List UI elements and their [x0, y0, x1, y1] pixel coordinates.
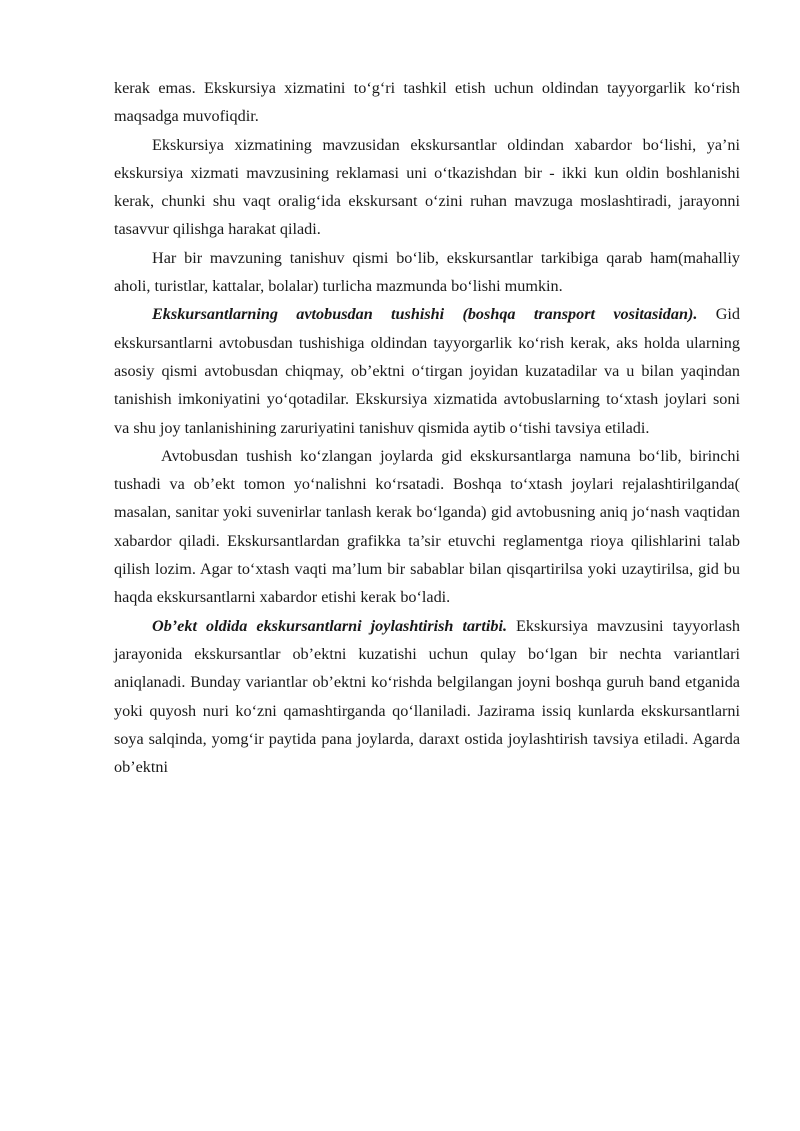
document-page — [114, 74, 740, 781]
paragraph-2 — [114, 131, 740, 244]
paragraph-4 — [114, 300, 740, 441]
paragraph-1 — [114, 74, 740, 131]
paragraph-1-text: kerak emas. Ekskursiya xizmatini to‘g‘ri tashkil etish uchun oldindan tayyorgarlik ko‘rish maqsadga muvofiqdir. — [114, 79, 740, 126]
paragraph-2-text: Ekskursiya xizmatining mavzusidan ekskursantlar oldindan xabardor bo‘lishi, ya’ni ekskursiya xizmati mavzusining reklamasi uni o‘tkazishdan bir - ikki kun oldin boshlanishi kerak, chunki shu vaqt oralig‘ida ekskursant o‘zini ruhan mavzuga moslashtiradi, jarayonni tasavvur qilishga harakat qiladi. — [114, 135, 740, 239]
paragraph-6-heading: Ob’ekt oldida ekskursantlarni joylashtirish tartibi. — [152, 616, 507, 635]
paragraph-5 — [114, 442, 740, 612]
paragraph-4-text: Gid ekskursantlarni avtobusdan tushishiga oldindan tayyorgarlik ko‘rish kerak, aks holda ularning asosiy qismi avtobusdan chiqmay, ob’ektni o‘tirgan joyidan kuzatadilar va u bilan yaqindan tanishish imkoniyatini yo‘qotadilar. Ekskursiya xizmatida avtobuslarning to‘xtash joylari soni va shu joy tanlanishining zaruriyatini tanishuv qismida aytib o‘tishi tavsiya etiladi. — [114, 305, 741, 437]
paragraph-5-text: Avtobusdan tushish ko‘zlangan joylarda gid ekskursantlarga namuna bo‘lib, birinchi tushadi va ob’ekt tomon yo‘nalishni ko‘rsatadi. Boshqa to‘xtash joylari rejalashtirilganda( masalan, sanitar yoki suvenirlar tanlash kerak bo‘lganda) gid avtobusning aniq jo‘nash vaqtidan xabardor qiladi. Ekskursantlardan grafikka ta’sir etuvchi reglamentga rioya qilishlarini talab qilish lozim. Agar to‘xtash vaqti ma’lum bir sabablar bilan qisqartirilsa yoki uzaytirilsa, gid bu haqda ekskursantlarni xabardor etishi kerak bo‘ladi. — [114, 446, 740, 607]
paragraph-6 — [114, 612, 740, 782]
paragraph-3-text: Har bir mavzuning tanishuv qismi bo‘lib, ekskursantlar tarkibiga qarab ham(mahalliy aholi, turistlar, kattalar, bolalar) turlicha mazmunda bo‘lishi mumkin. — [114, 248, 740, 296]
paragraph-4-heading: Ekskursantlarning avtobusdan tushishi (boshqa transport vositasidan). — [152, 305, 698, 324]
paragraph-6-text: Ekskursiya mavzusini tayyorlash jarayonida ekskursantlar ob’ektni kuzatishi uchun qulay bo‘lgan bir nechta variantlari aniqlanadi. Bunday variantlar ob’ektni ko‘rishda belgilangan joyni boshqa guruh band etganida yoki quyosh nuri ko‘zni qamashtirganda qo‘llaniladi. Jazirama issiq kunlarda ekskursantlarni soya salqinda, yomg‘ir paytida pana joylarda, daraxt ostida joylashtirish tavsiya etiladi. Agarda ob’ektni — [114, 616, 740, 777]
paragraph-3 — [114, 244, 740, 301]
